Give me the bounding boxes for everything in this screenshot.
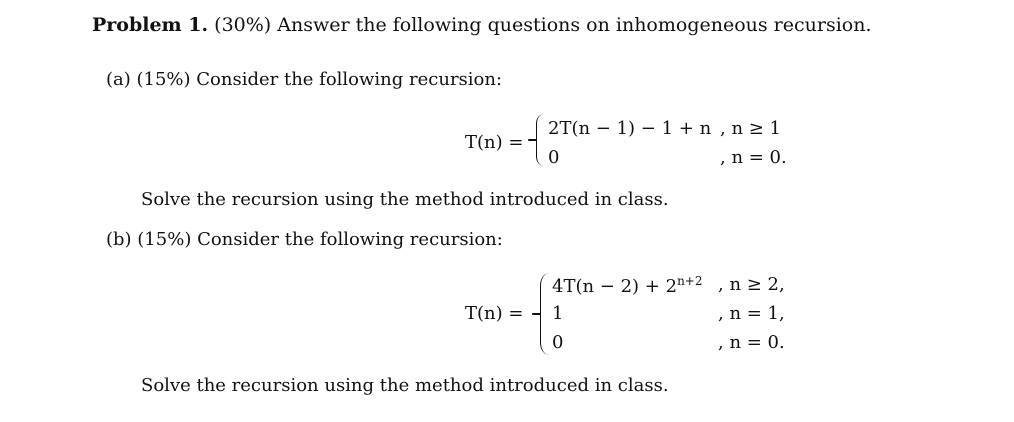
equation-b-case-1-base: 4T(n − 2) + 2 <box>552 276 678 297</box>
equation-b-brace <box>540 273 549 355</box>
equation-b-case-1-exponent: n+2 <box>677 274 703 288</box>
problem-text: (30%) Answer the following questions on inhomogeneous recursion. <box>208 14 872 36</box>
equation-b-brace-tip <box>532 313 541 315</box>
equation-a-brace-tip <box>528 139 537 141</box>
equation-a-lhs: T(n) = <box>465 132 524 153</box>
equation-b-case-3-cond: , n = 0. <box>718 332 785 353</box>
part-b-header: (b) (15%) Consider the following recursion: <box>106 229 503 250</box>
equation-a-case-2-expr: 0 <box>548 147 560 168</box>
equation-b-case-1-cond: , n ≥ 2, <box>718 274 785 295</box>
part-a-header: (a) (15%) Consider the following recursion: <box>106 69 503 90</box>
equation-b-case-2-cond: , n = 1, <box>718 303 785 324</box>
equation-a-brace <box>536 114 544 166</box>
equation-a-case-1-cond: , n ≥ 1 <box>720 118 782 139</box>
equation-b-lhs: T(n) = <box>465 303 524 324</box>
equation-a-case-1-expr: 2T(n − 1) − 1 + n <box>548 118 712 139</box>
problem-label: Problem 1. <box>92 14 209 36</box>
equation-a-case-2-cond: , n = 0. <box>720 147 787 168</box>
equation-b-case-2-expr: 1 <box>552 303 564 324</box>
part-b-solve-instruction: Solve the recursion using the method introduced in class. <box>141 375 669 396</box>
part-a-solve-instruction: Solve the recursion using the method introduced in class. <box>141 189 669 210</box>
equation-b-case-3-expr: 0 <box>552 332 564 353</box>
equation-b-case-1-expr <box>552 274 702 297</box>
problem-heading <box>92 14 872 36</box>
